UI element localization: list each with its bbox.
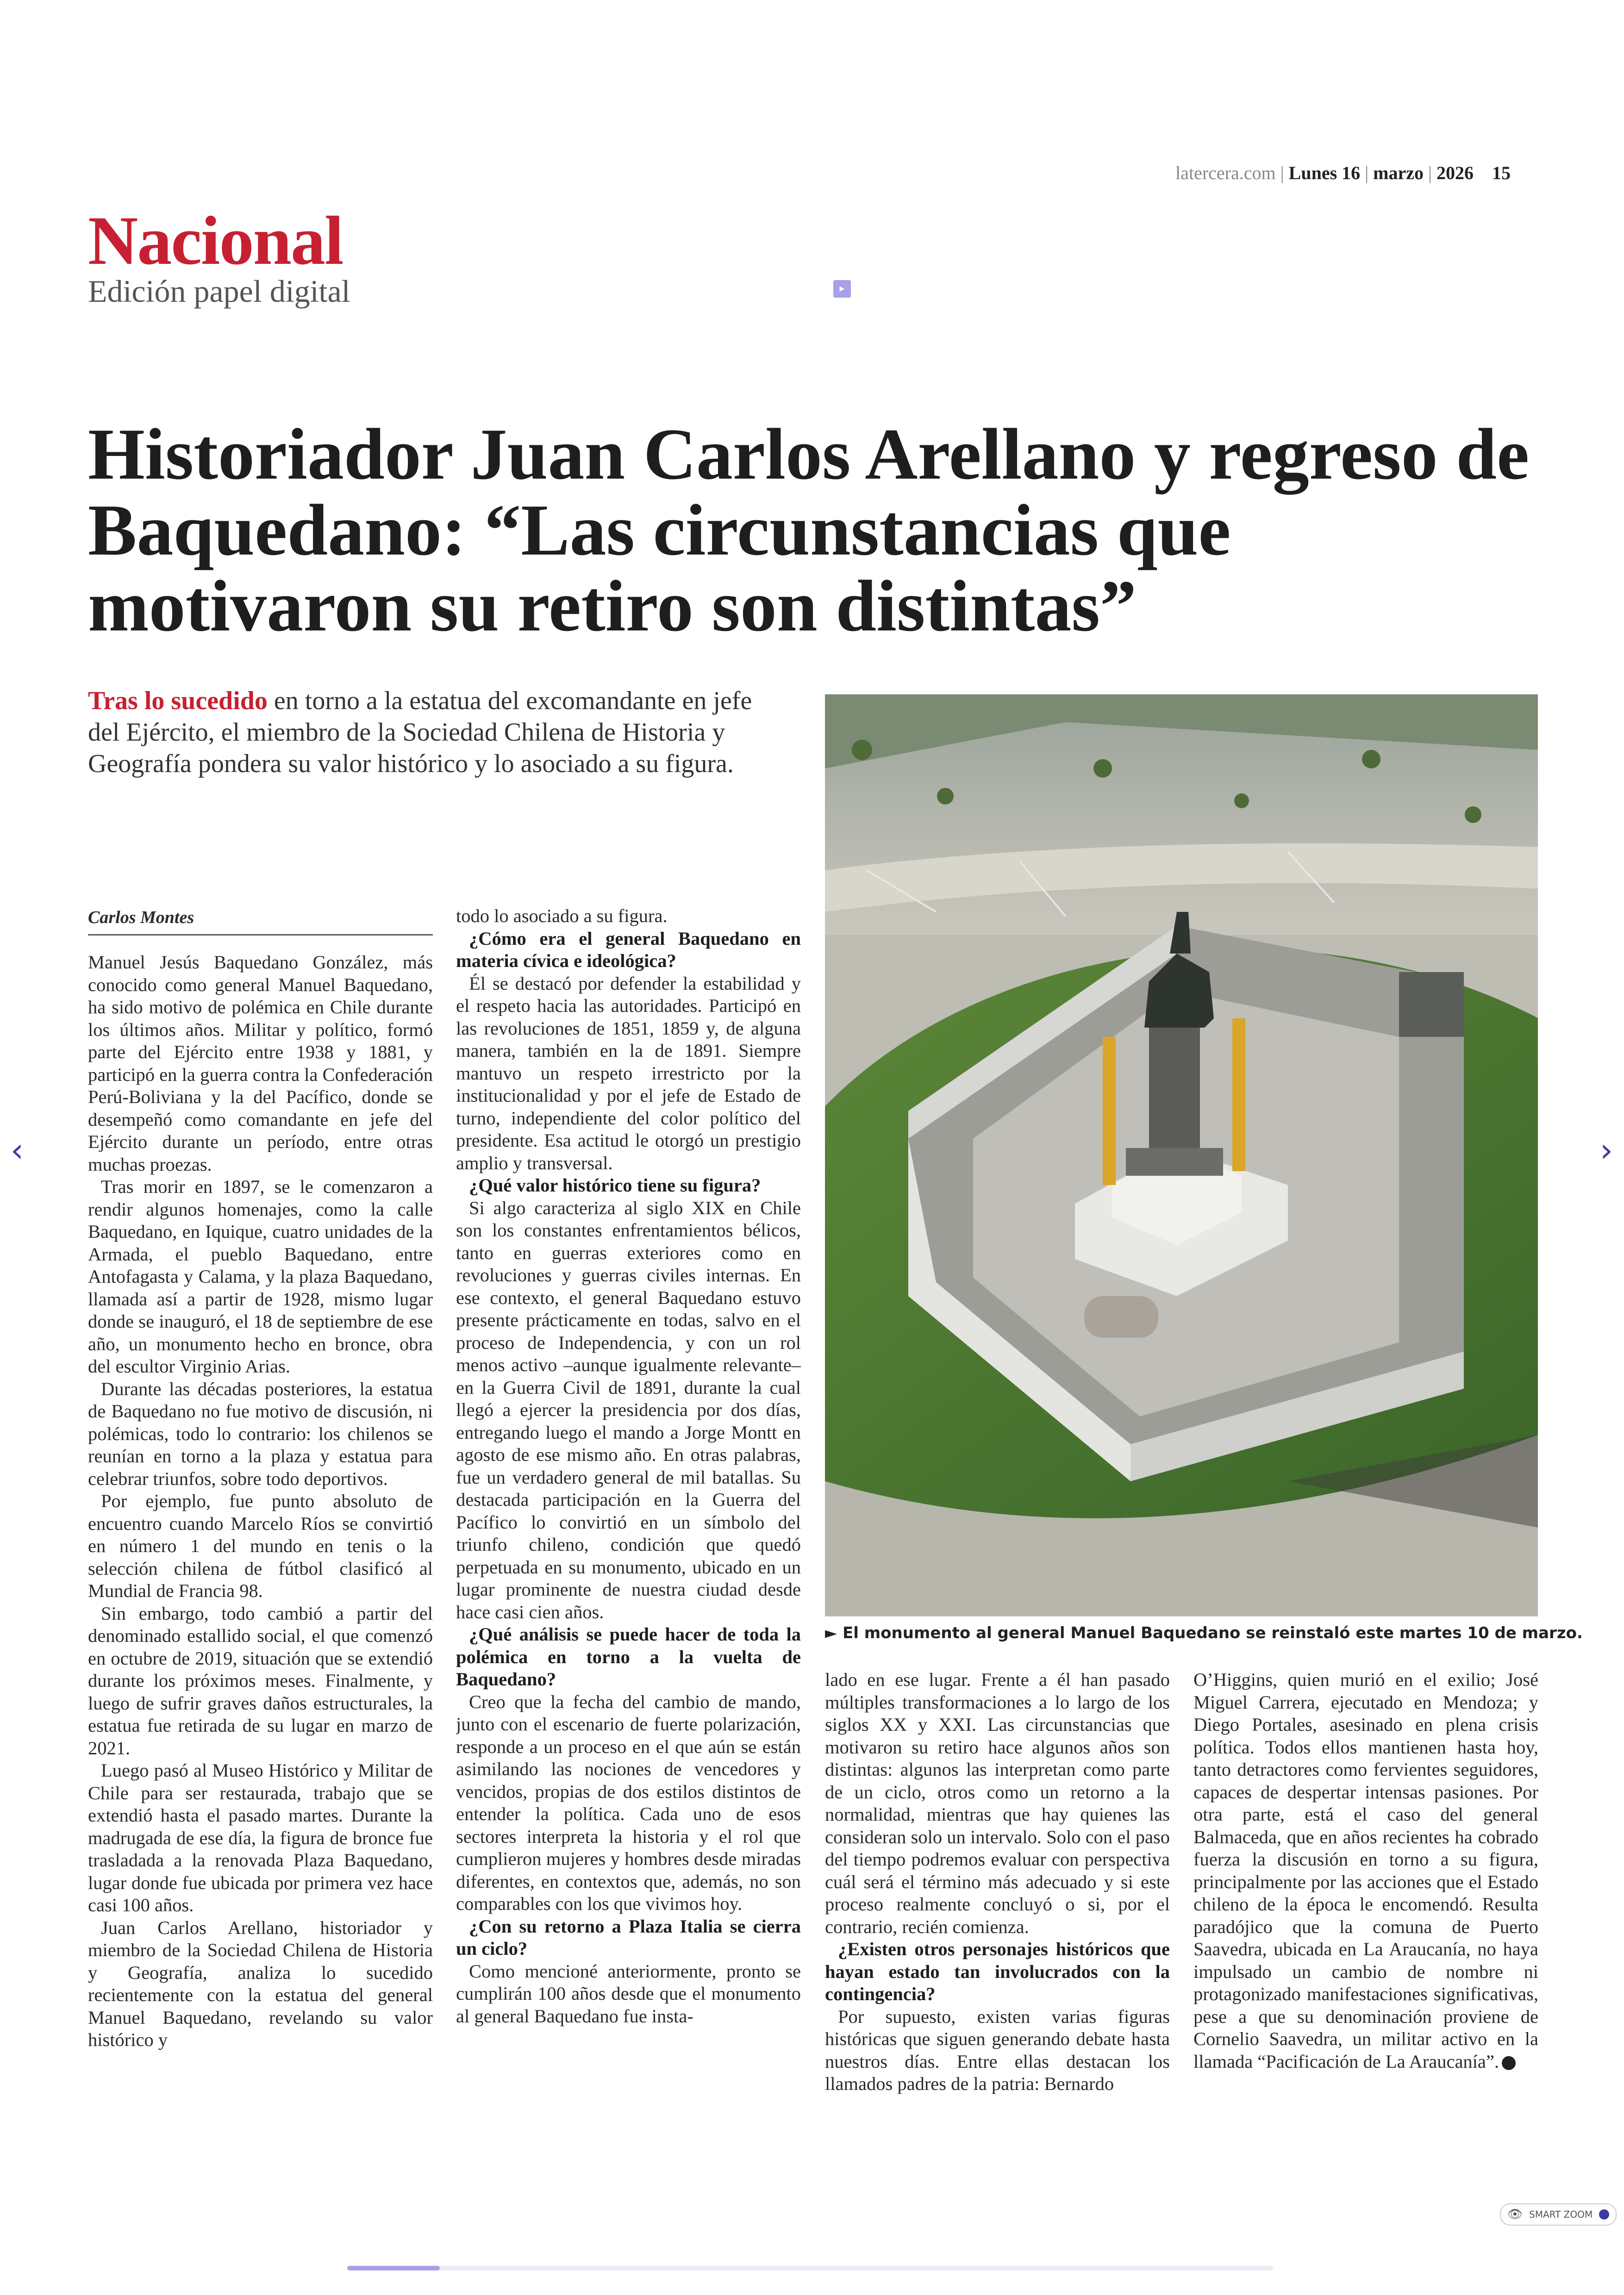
interview-answer (1193, 1669, 1538, 2073)
info-dot-icon (1599, 2209, 1609, 2220)
interview-question: ¿Cómo era el general Baquedano en materia cívica e ideológica? (456, 928, 801, 971)
edition-label: Edición papel digital (88, 274, 350, 309)
paragraph: Tras morir en 1897, se le comenzaron a rendir algunos homenajes, como la calle Baquedano, en Iquique, cuatro unidades de la Armada, el pueblo Baquedano, entre Antofagasta y Calama, y la plaza Baquedano, llamada así a partir de 1928, mismo lugar donde se inauguró, el 18 de septiembre de ese año, un monumento hecho en bronce, obra del escultor Virginio Arias. (88, 1176, 433, 1377)
issue-day: Lunes 16 (1288, 162, 1361, 183)
article-lede (88, 685, 782, 780)
paragraph: Luego pasó al Museo Histórico y Militar de Chile para ser restaurada, trabajo que se extendió hasta el pasado martes. Durante la madrugada de ese día, la figura de bronce fue trasladada a la renovada Plaza Baquedano, lugar donde fue ubicada por primera vez hace casi 100 años. (88, 1760, 433, 1915)
section-title: Nacional (88, 202, 343, 279)
interview-answer: Si algo caracteriza al siglo XIX en Chile son los constantes enfrentamientos bélicos, tanto en guerras exteriores como en revoluciones y guerras civiles internas. En ese contexto, el general Baquedano estuvo presente prácticamente en todas, salvo en el proceso de Independencia, y con un rol menos activo –aunque igualmente relevante– en la Guerra Civil de 1891, durante la cual llegó a ejercer la presidencia por dos días, entregando luego el mando a Jorge Montt en agosto de ese mismo año. En otras palabras, fue un verdadero general de mil batallas. Su destacada participación en la Guerra del Pacífico lo convirtió en un símbolo del triunfo chileno, condición que quedó perpetuada en su monumento, ubicado en un lugar prominente de nuestra ciudad desde hace casi cien años. (456, 1197, 801, 1622)
monument-photo (825, 694, 1538, 1616)
page-header-info: latercera.com | Lunes 16 | marzo | 2026 15 (1175, 162, 1511, 183)
issue-month: marzo (1373, 162, 1424, 183)
interview-answer: Como mencioné anteriormente, pronto se cumplirán 100 años desde que el monumento al general Baquedano fue insta- (456, 1960, 801, 2027)
article-column-4 (1193, 1669, 1538, 2136)
page-number: 15 (1492, 162, 1511, 183)
site-name: latercera.com (1175, 162, 1276, 183)
interview-question: ¿Qué análisis se puede hacer de toda la polémica en torno a la vuelta de Baquedano? (456, 1624, 801, 1690)
monument-photo-illustration (825, 694, 1538, 1616)
article-column-3 (825, 1669, 1170, 2136)
smart-zoom-button[interactable] (1500, 2203, 1617, 2226)
page-progress-fill (347, 2266, 440, 2270)
interview-question: ¿Existen otros personajes históricos que hayan estado tan involucrados con la contingencia? (825, 1939, 1170, 2004)
photo-caption: ► El monumento al general Manuel Baquedano se reinstaló este martes 10 de marzo. (825, 1624, 1583, 1642)
paragraph: Por ejemplo, fue punto absoluto de encuentro cuando Marcelo Ríos se convirtió en número 1 del mundo en tenis o la selección chilena de fútbol clasificó al Mundial de Francia 98. (88, 1491, 433, 1601)
lede-lead: Tras lo sucedido (88, 686, 268, 715)
article-column-2 (456, 905, 801, 2136)
closing-text: O’Higgins, quien murió en el exilio; José Miguel Carrera, ejecutado en Mendoza; y Diego Portales, asesinado en plena crisis política. Todos ellos mantienen hasta hoy, tanto detractores como fervientes seguidores, capaces de despertar intensas pasiones. Por otra parte, está el caso del general Balmaceda, que en años recientes ha cobrado fuerza la discusión en torno a su figura, principalmente por las acciones que el Estado chileno de la época le encomendó. Resulta paradójico que la comuna de Puerto Saavedra, ubicada en La Araucanía, no haya impulsado un cambio de nombre ni protagonizado manifestaciones significativas, pese a que su denominación proviene de Cornelio Saavedra, un militar activo en la llamada “Pacificación de La Araucanía”. (1193, 1669, 1538, 2072)
chevron-left-icon[interactable]: ‹ (11, 1131, 24, 1169)
page-progress-bar[interactable] (347, 2266, 1273, 2270)
interview-answer: Él se destacó por defender la estabilidad y el respeto hacia las autoridades. Participó en las revoluciones de 1851, 1859 y, de alguna manera, también en la de 1891. Siempre mantuvo un respeto irrestricto por la institucionalidad y por el jefe de Estado de turno, independiente del color político del presidente. Esa actitud le otorgó un prestigio amplio y transversal. (456, 973, 801, 1173)
paragraph: Durante las décadas posteriores, la estatua de Baquedano no fue motivo de discusión, ni polémicas, todo lo contrario: los chilenos se reunían en torno a la plaza y estatua para celebrar triunfos, sobre todo deportivos. (88, 1378, 433, 1489)
smart-zoom-label: SMART ZOOM (1529, 2209, 1593, 2220)
issue-year: 2026 (1437, 162, 1474, 183)
lede-text: en torno a la estatua del excomandante en jefe del Ejército, el miembro de la Sociedad Chilena de Historia y Geografía pondera su valor histórico y lo asociado a su figura. (88, 686, 752, 778)
hotspot-icon[interactable]: ▸ (833, 280, 851, 298)
chevron-right-icon[interactable]: › (1600, 1131, 1613, 1169)
byline: Carlos Montes (88, 907, 433, 935)
end-mark-icon (1502, 2056, 1516, 2070)
article-column-1 (88, 951, 433, 2136)
interview-answer: Por supuesto, existen varias figuras históricas que siguen generando debate hasta nuestros días. Entre ellas destacan los llamados padres de la patria: Bernardo (825, 2006, 1170, 2094)
paragraph: Manuel Jesús Baquedano González, más conocido como general Manuel Baquedano, ha sido motivo de polémica en Chile durante los últimos años. Militar y político, formó parte del Ejército entre 1938 y 1881, y participó en la guerra contra la Confederación Perú-Boliviana y la del Pacífico, donde se desempeñó como comandante en jefe del Ejército durante un período, entre otras muchas proezas. (88, 952, 433, 1175)
interview-question: ¿Qué valor histórico tiene su figura? (469, 1175, 761, 1196)
paragraph: Juan Carlos Arellano, historiador y miembro de la Sociedad Chilena de Historia y Geografía, analiza lo sucedido recientemente con la estatua del general Manuel Baquedano, revelando su valor histórico y (88, 1917, 433, 2050)
eye-icon: 👁 (1507, 2208, 1523, 2221)
interview-question: ¿Con su retorno a Plaza Italia se cierra un ciclo? (456, 1915, 801, 1959)
interview-answer: lado en ese lugar. Frente a él han pasado múltiples transformaciones a lo largo de los siglos XX y XXI. Las circunstancias que motivaron su retiro hace algunos años son distintas: algunos las interpretan como parte de un ciclo, otros como un retorno a la normalidad, mientras que hay quienes las consideran solo un intervalo. Solo con el paso del tiempo podremos evaluar con perspectiva cuál será el término más adecuado y si este proceso realmente concluyó o si, por el contrario, recién comienza. (825, 1669, 1170, 1937)
paragraph: todo lo asociado a su figura. (456, 905, 668, 926)
interview-answer: Creo que la fecha del cambio de mando, junto con el escenario de fuerte polarización, responde a un proceso en el que aún se están asimilando las nociones de vencedores y vencidos, propias de dos estilos distintos de entender la política. Cada uno de esos sectores interpreta la historia y el rol que cumplieron mujeres y hombres desde miradas diferentes, en contextos que, además, no son comparables con los que vivimos hoy. (456, 1691, 801, 1914)
article-headline: Historiador Juan Carlos Arellano y regreso de Baquedano: “Las circunstancias que motivaron su retiro son distintas” (88, 414, 1530, 647)
paragraph: Sin embargo, todo cambió a partir del denominado estallido social, el que comenzó en octubre de 2019, situación que se extendió durante los próximos meses. Finalmente, y luego de sufrir graves daños estructurales, la estatua fue retirada de su lugar en marzo de 2021. (88, 1603, 433, 1759)
